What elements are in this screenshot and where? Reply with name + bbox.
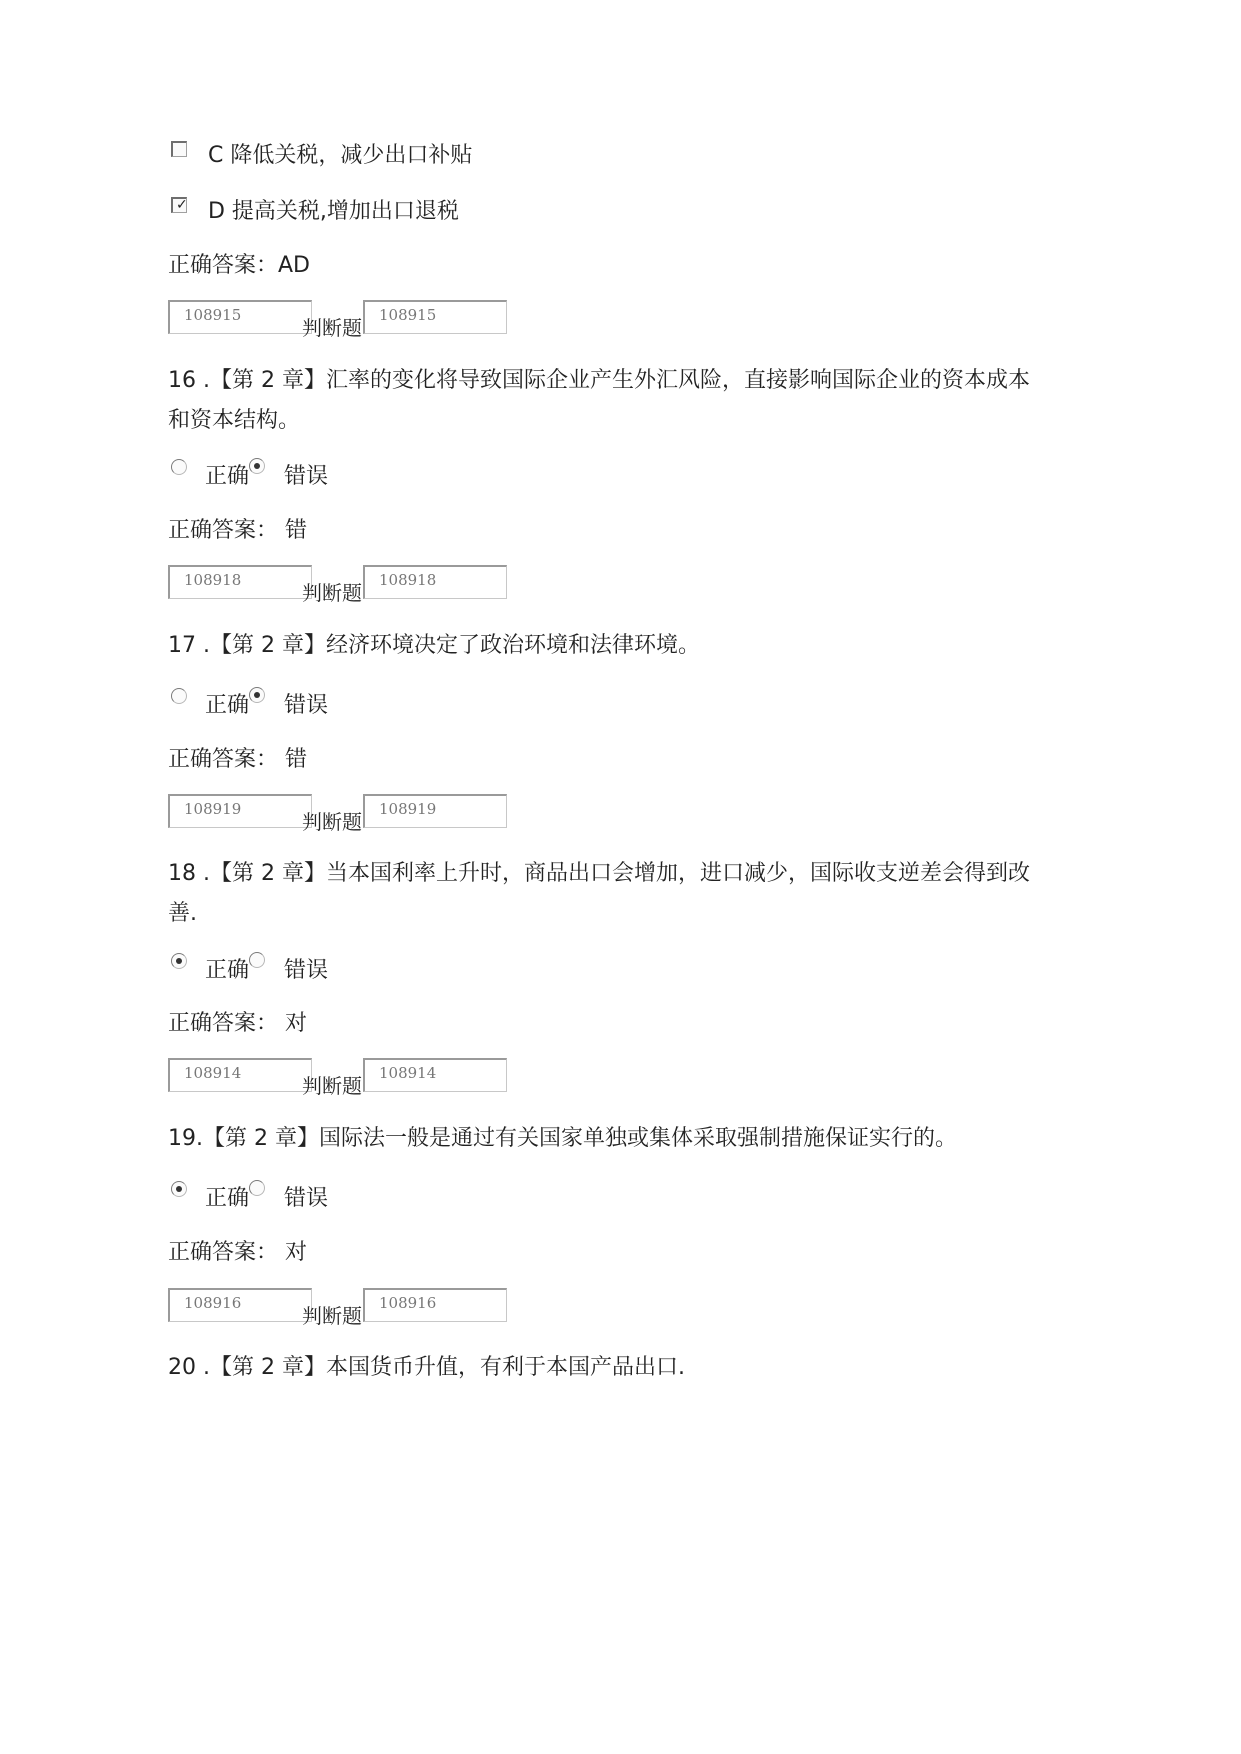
q18-type-label: 判断题 [302, 1074, 362, 1098]
q18-id-right[interactable]: 108914 [363, 1058, 507, 1092]
q18-correct-answer: 正确答案： 对 [168, 1011, 307, 1036]
id-field-left[interactable]: 108915 [168, 300, 312, 334]
option-c-checkbox[interactable] [171, 141, 187, 157]
q19-true-radio[interactable] [171, 1181, 187, 1197]
q16-false-radio[interactable] [249, 458, 265, 474]
q17-type-label: 判断题 [302, 810, 362, 834]
q18-false-label: 错误 [284, 958, 329, 983]
option-c-label: C 降低关税，减少出口补贴 [208, 143, 473, 168]
q16-type-label: 判断题 [302, 581, 362, 605]
q16-true-radio[interactable] [171, 459, 187, 475]
question-type-label: 判断题 [302, 316, 362, 340]
id-field-right[interactable]: 108915 [363, 300, 507, 334]
q19-type-label: 判断题 [302, 1304, 362, 1328]
q17-true-radio[interactable] [171, 688, 187, 704]
q19-false-label: 错误 [284, 1186, 329, 1211]
q18-true-radio[interactable] [171, 953, 187, 969]
q19-id-right[interactable]: 108916 [363, 1288, 507, 1322]
correct-answer-prev: 正确答案：AD [168, 253, 310, 278]
q17-false-radio[interactable] [249, 687, 265, 703]
q16-correct-answer: 正确答案： 错 [168, 518, 307, 543]
q18-id-left[interactable]: 108914 [168, 1058, 312, 1092]
q18-true-label: 正确 [205, 958, 250, 983]
q16-true-label: 正确 [205, 464, 250, 489]
q19-id-left[interactable]: 108916 [168, 1288, 312, 1322]
q16-id-right[interactable]: 108918 [363, 565, 507, 599]
question-18-text: 18 .【第 2 章】当本国利率上升时，商品出口会增加，进口减少，国际收支逆差会得到改善. [168, 861, 1030, 926]
q17-false-label: 错误 [284, 693, 329, 718]
question-17-text: 17 .【第 2 章】经济环境决定了政治环境和法律环境。 [168, 633, 700, 658]
question-16-text: 16 .【第 2 章】汇率的变化将导致国际企业产生外汇风险，直接影响国际企业的资本成本和资本结构。 [168, 368, 1030, 433]
question-19-text: 19.【第 2 章】国际法一般是通过有关国家单独或集体采取强制措施保证实行的。 [168, 1126, 957, 1151]
q17-id-left[interactable]: 108919 [168, 794, 312, 828]
q16-false-label: 错误 [284, 464, 329, 489]
question-20-text: 20 .【第 2 章】本国货币升值，有利于本国产品出口. [168, 1355, 685, 1380]
q18-false-radio[interactable] [249, 952, 265, 968]
checkmark-icon: ✓ [176, 197, 188, 213]
q17-id-right[interactable]: 108919 [363, 794, 507, 828]
q17-true-label: 正确 [205, 693, 250, 718]
q17-correct-answer: 正确答案： 错 [168, 747, 307, 772]
option-d-checkbox[interactable] [171, 197, 187, 213]
q19-true-label: 正确 [205, 1186, 250, 1211]
q16-id-left[interactable]: 108918 [168, 565, 312, 599]
q19-correct-answer: 正确答案： 对 [168, 1240, 307, 1265]
option-d-label: D 提高关税,增加出口退税 [208, 199, 459, 224]
q19-false-radio[interactable] [249, 1180, 265, 1196]
